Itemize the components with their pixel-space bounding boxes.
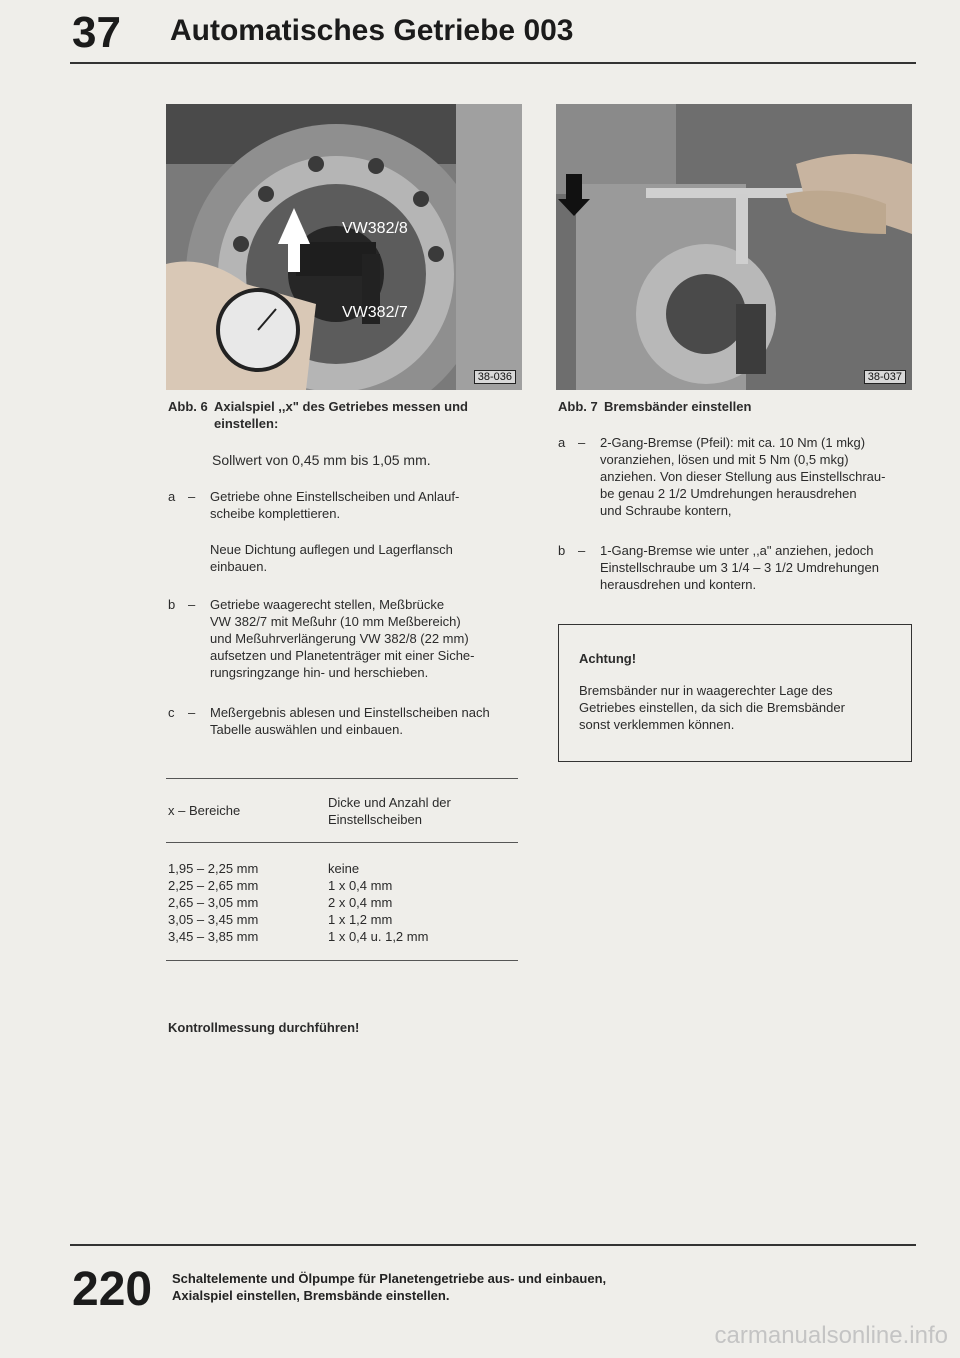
step-text: 1-Gang-Bremse wie unter ,,a" anziehen, jedoch bbox=[600, 543, 874, 558]
warning-title: Achtung! bbox=[579, 651, 637, 666]
step-text: 2-Gang-Bremse (Pfeil): mit ca. 10 Nm (1 mkg) bbox=[600, 435, 866, 450]
table-row bbox=[168, 911, 518, 928]
step-dash: – bbox=[188, 705, 196, 720]
figure7-tag: 38-037 bbox=[864, 370, 906, 384]
step-text: Tabelle auswählen und einbauen. bbox=[210, 722, 403, 737]
control-measurement-note: Kontrollmessung durchführen! bbox=[168, 1020, 360, 1035]
warning-text: Bremsbänder nur in waagerechter Lage des bbox=[579, 683, 833, 698]
step-text: und Meßuhrverlängerung VW 382/8 (22 mm) bbox=[210, 631, 469, 646]
table-cell-value: keine bbox=[328, 861, 360, 876]
vw382-8-label: VW382/8 bbox=[342, 220, 408, 237]
table-cell-range: 1,95 – 2,25 mm bbox=[168, 861, 259, 876]
step-dash: – bbox=[578, 435, 586, 450]
table-row bbox=[168, 894, 518, 911]
vw382-7-label: VW382/7 bbox=[342, 304, 408, 321]
table-rule-mid bbox=[166, 842, 518, 843]
footer-rule bbox=[70, 1244, 916, 1246]
step-note bbox=[168, 541, 528, 577]
table-header-range: x – Bereiche bbox=[168, 803, 241, 818]
table-row bbox=[168, 877, 518, 894]
table-cell-value: 2 x 0,4 mm bbox=[328, 895, 393, 910]
brake-step-a bbox=[558, 434, 928, 524]
table-header-value-line1: Dicke und Anzahl der bbox=[328, 795, 451, 810]
chapter-number: 37 bbox=[72, 8, 121, 57]
step-letter: a bbox=[558, 435, 566, 450]
step-text: rungsringzange hin- und herschieben. bbox=[210, 665, 429, 680]
figure6-photo bbox=[166, 104, 522, 390]
table-cell-range: 3,45 – 3,85 mm bbox=[168, 929, 259, 944]
figure7-caption-label: Abb. 7 bbox=[558, 399, 598, 414]
warning-text: sonst verklemmen können. bbox=[579, 717, 735, 732]
step-text: und Schraube kontern, bbox=[600, 503, 732, 518]
figure6-caption-label: Abb. 6 bbox=[168, 399, 208, 414]
step-text: VW 382/7 mit Meßuhr (10 mm Meßbereich) bbox=[210, 614, 461, 629]
chapter-title: Automatisches Getriebe 003 bbox=[170, 14, 574, 47]
step-text: aufsetzen und Planetenträger mit einer Siche- bbox=[210, 648, 475, 663]
table-row bbox=[168, 860, 518, 877]
figure6-tag: 38-036 bbox=[474, 370, 516, 384]
step-text: be genau 2 1/2 Umdrehungen herausdrehen bbox=[600, 486, 857, 501]
table-cell-value: 1 x 0,4 u. 1,2 mm bbox=[328, 929, 429, 944]
step-text: Getriebe ohne Einstellscheiben und Anlauf- bbox=[210, 489, 460, 504]
watermark: carmanualsonline.info bbox=[714, 1322, 948, 1349]
figure7-illustration bbox=[556, 104, 912, 390]
footer-text bbox=[172, 1270, 606, 1304]
step-text: Meßergebnis ablesen und Einstellscheiben nach bbox=[210, 705, 490, 720]
page-number: 220 bbox=[72, 1263, 153, 1316]
warning-text: Getriebes einstellen, da sich die Bremsbänder bbox=[579, 700, 845, 715]
table-cell-range: 2,65 – 3,05 mm bbox=[168, 895, 259, 910]
table-rule-bottom bbox=[166, 960, 518, 961]
table-cell-range: 2,25 – 2,65 mm bbox=[168, 878, 259, 893]
step-text: scheibe komplettieren. bbox=[210, 506, 341, 521]
step-dash: – bbox=[188, 489, 196, 504]
step-text: anziehen. Von dieser Stellung aus Einstellschrau- bbox=[600, 469, 886, 484]
table-row bbox=[168, 928, 518, 945]
table-header-value-line2: Einstellscheiben bbox=[328, 812, 422, 827]
step-c bbox=[168, 704, 528, 740]
step-letter: c bbox=[168, 705, 175, 720]
step-b bbox=[168, 596, 528, 686]
table-cell-value: 1 x 1,2 mm bbox=[328, 912, 393, 927]
warning-note-box bbox=[558, 624, 912, 762]
header-rule bbox=[70, 62, 916, 64]
figure7-photo bbox=[556, 104, 912, 390]
step-a bbox=[168, 488, 528, 524]
figure6-caption-line1: Axialspiel ,,x" des Getriebes messen und bbox=[214, 399, 468, 414]
step-letter: b bbox=[168, 597, 176, 612]
figure7-caption-text: Bremsbänder einstellen bbox=[604, 399, 752, 414]
step-letter: b bbox=[558, 543, 566, 558]
footer-line2: Axialspiel einstellen, Bremsbände einstellen. bbox=[172, 1288, 450, 1303]
step-dash: – bbox=[188, 597, 196, 612]
brake-step-b bbox=[558, 542, 938, 596]
sollwert-text: Sollwert von 0,45 mm bis 1,05 mm. bbox=[212, 452, 431, 468]
step-text: herausdrehen und kontern. bbox=[600, 577, 757, 592]
figure6-caption-line2: einstellen: bbox=[214, 416, 279, 431]
figure6-illustration bbox=[166, 104, 522, 390]
step-text: einbauen. bbox=[210, 559, 268, 574]
step-letter: a bbox=[168, 489, 176, 504]
table-cell-value: 1 x 0,4 mm bbox=[328, 878, 393, 893]
step-text: Einstellschraube um 3 1/4 – 3 1/2 Umdrehungen bbox=[600, 560, 879, 575]
table-cell-range: 3,05 – 3,45 mm bbox=[168, 912, 259, 927]
footer-line1: Schaltelemente und Ölpumpe für Planetengetriebe aus- und einbauen, bbox=[172, 1271, 607, 1286]
step-text: voranziehen, lösen und mit 5 Nm (0,5 mkg) bbox=[600, 452, 849, 467]
table-rule-top bbox=[166, 778, 518, 779]
step-text: Getriebe waagerecht stellen, Meßbrücke bbox=[210, 597, 445, 612]
step-dash: – bbox=[578, 543, 586, 558]
step-text: Neue Dichtung auflegen und Lagerflansch bbox=[210, 542, 453, 557]
